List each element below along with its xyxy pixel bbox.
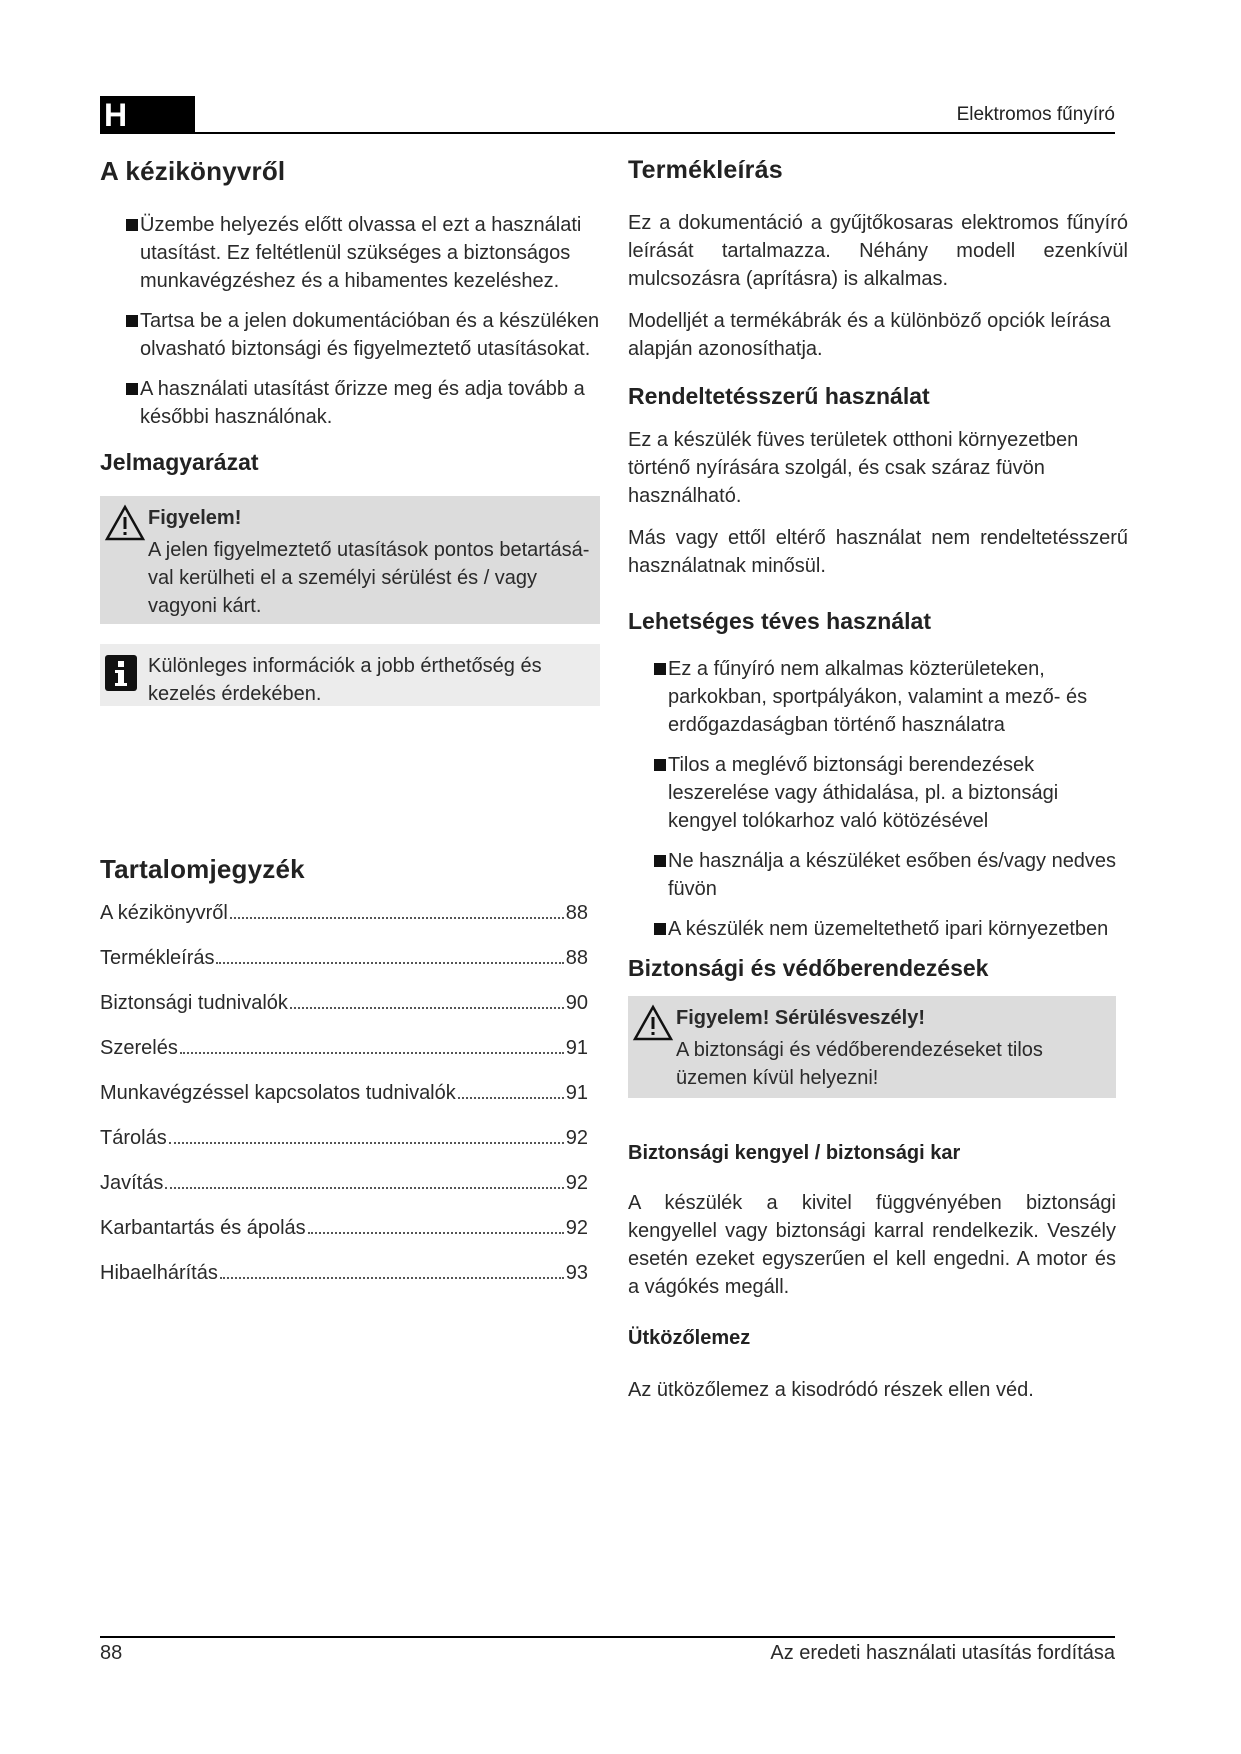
safety-warning-notice <box>628 996 1116 1098</box>
warning-triangle-icon <box>632 1004 674 1047</box>
list-item: Tilos a meglévő biztonsági berendezések leszerelése vagy áthidalása, pl. a biztonsági kengyel tolókarhoz való kötözésével <box>628 751 1128 835</box>
header-rule <box>100 132 1115 134</box>
safety-devices-heading: Biztonsági és védőberendezések <box>628 955 989 981</box>
toc-row[interactable]: Karbantartás és ápolás 92 <box>100 1217 588 1239</box>
safety-bail-text: A készülék a kivitel függvényében biztonsági kengyellel vagy biztonsági karral rendelkezik. Veszély esetén ezeket egyszerűen el kell engedni. A motor és a vágókés megáll. <box>628 1192 1116 1298</box>
toc-row[interactable]: Szerelés 91 <box>100 1037 588 1059</box>
product-description-heading: Termékleírás <box>628 156 783 184</box>
square-bullet-icon <box>126 383 138 395</box>
square-bullet-icon <box>126 315 138 327</box>
list-item: Ez a fűnyíró nem alkalmas közterületeken, parkokban, sportpályákon, valamint a mező- és erdőgazdaságban történő használatra <box>628 655 1128 739</box>
info-icon <box>104 654 138 697</box>
list-item: Tartsa be a jelen dokumentációban és a készüléken olvasható biztonsági és figyelmeztető utasításokat. <box>100 307 600 363</box>
list-item: Üzembe helyezés előtt olvassa el ezt a használati utasítást. Ez feltétlenül szükséges a biztonságos munkavégzéshez és a hibamentes kezeléshez. <box>100 211 600 295</box>
about-manual-heading: A kézikönyvről <box>100 156 286 186</box>
square-bullet-icon <box>126 219 138 231</box>
product-description-text: Ez a dokumentáció a gyűjtőkosaras elektromos fűnyíró leírását tartalmazza. Néhány modell ezenkívül mulcsozásra (aprításra) is alkalmas. <box>628 212 1128 290</box>
toc-heading: Tartalomjegyzék <box>100 854 305 884</box>
square-bullet-icon <box>654 663 666 675</box>
warning-triangle-icon <box>104 504 146 547</box>
legend-heading: Jelmagyarázat <box>100 449 259 475</box>
other-use-text: Más vagy ettől eltérő használat nem rendeltetésszerű használatnak minősül. <box>628 527 1128 577</box>
toc-row[interactable]: Hibaelhárítás 93 <box>100 1262 588 1284</box>
warning-text: A jelen figyelmeztető utasítások pontos betartásá-val kerülheti el a személyi sérülést és / vagy vagyoni kárt. <box>148 539 590 617</box>
toc-row[interactable]: A kézikönyvről 88 <box>100 902 588 924</box>
right-column <box>628 150 1128 1404</box>
table-of-contents <box>100 899 588 1304</box>
deflector-text: Az ütközőlemez a kisodródó részek ellen véd. <box>628 1379 1034 1401</box>
header-title: Elektromos fűnyíró <box>956 104 1115 125</box>
warning-title: Figyelem! <box>148 507 242 529</box>
safety-warning-text: A biztonsági és védőberendezéseket tilos üzemen kívül helyezni! <box>676 1039 1043 1089</box>
toc-row[interactable]: Termékleírás 88 <box>100 947 588 969</box>
toc-row[interactable]: Javítás 92 <box>100 1172 588 1194</box>
deflector-heading: Ütközőlemez <box>628 1327 751 1349</box>
footer-rule <box>100 1636 1115 1638</box>
info-text: Különleges információk a jobb érthetőség és kezelés érdekében. <box>148 655 542 705</box>
about-manual-list <box>100 211 600 431</box>
safety-bail-heading: Biztonsági kengyel / biztonsági kar <box>628 1142 961 1164</box>
intended-use-text: Ez a készülék füves területek otthoni környezetben történő nyírására szolgál, és csak száraz füvön használható. <box>628 429 1079 507</box>
footer-note: Az eredeti használati utasítás fordítása <box>770 1642 1115 1664</box>
warning-notice <box>100 496 600 624</box>
toc-row[interactable]: Munkavégzéssel kapcsolatos tudnivalók 91 <box>100 1082 588 1104</box>
model-identification-text: Modelljét a termékábrák és a különböző opciók leírása alapján azonosíthatja. <box>628 310 1111 360</box>
intended-use-heading: Rendeltetésszerű használat <box>628 383 930 409</box>
square-bullet-icon <box>654 759 666 771</box>
list-item: A használati utasítást őrizze meg és adja tovább a későbbi használónak. <box>100 375 600 431</box>
misuse-list <box>628 655 1128 943</box>
safety-warning-title: Figyelem! Sérülésveszély! <box>676 1007 926 1029</box>
language-code-badge: H <box>100 96 195 134</box>
page-number: 88 <box>100 1642 123 1664</box>
misuse-heading: Lehetséges téves használat <box>628 608 931 634</box>
list-item: Ne használja a készüléket esőben és/vagy nedves füvön <box>628 847 1128 903</box>
toc-row[interactable]: Biztonsági tudnivalók 90 <box>100 992 588 1014</box>
square-bullet-icon <box>654 855 666 867</box>
list-item: A készülék nem üzemeltethető ipari környezetben <box>628 915 1128 943</box>
toc-row[interactable]: Tárolás 92 <box>100 1127 588 1149</box>
left-column <box>100 150 600 1304</box>
info-notice <box>100 644 600 706</box>
square-bullet-icon <box>654 923 666 935</box>
